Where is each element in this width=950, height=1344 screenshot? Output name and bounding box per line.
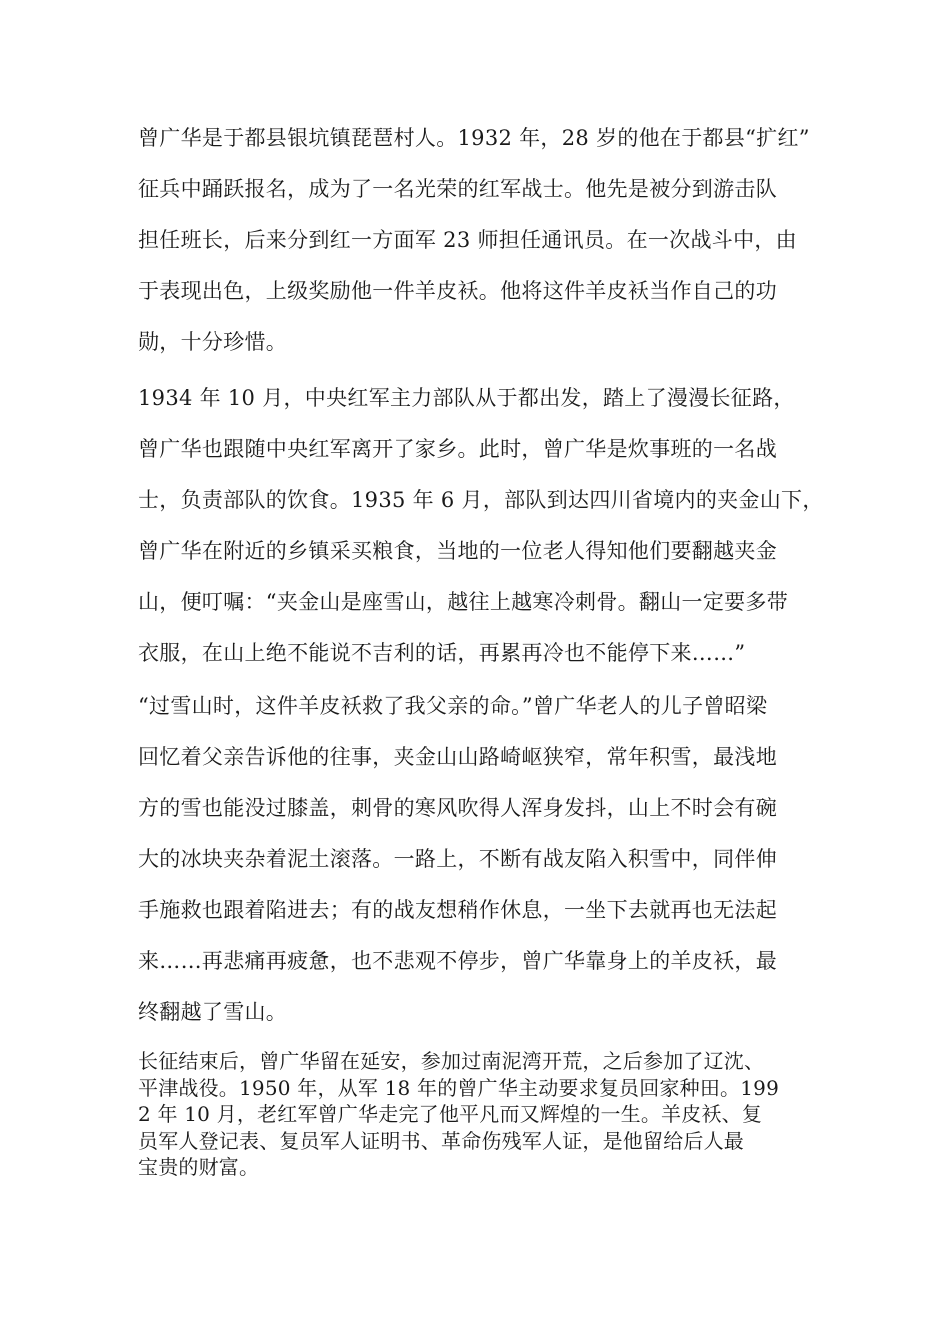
text-line: 方的雪也能没过膝盖，刺骨的寒风吹得人浑身发抖，山上不时会有碗 xyxy=(138,796,777,820)
text-line: 士，负责部队的饮食。1935 年 6 月，部队到达四川省境内的夹金山下， xyxy=(138,488,824,512)
paragraph-4 xyxy=(138,1048,818,1181)
text-line: 征兵中踊跃报名，成为了一名光荣的红军战士。他先是被分到游击队 xyxy=(138,177,777,201)
paragraph-1 xyxy=(138,113,818,368)
text-line: 平津战役。1950 年，从军 18 年的曾广华主动要求复员回家种田。199 xyxy=(138,1075,779,1100)
paragraph-2 xyxy=(138,373,824,679)
text-line: 担任班长，后来分到红一方面军 23 师担任通讯员。在一次战斗中，由 xyxy=(138,228,797,252)
text-line: 曾广华也跟随中央红军离开了家乡。此时，曾广华是炊事班的一名战 xyxy=(138,437,777,461)
text-line: 员军人登记表、复员军人证明书、革命伤残军人证，是他留给后人最 xyxy=(138,1128,744,1153)
text-line: 曾广华在附近的乡镇采买粮食，当地的一位老人得知他们要翻越夹金 xyxy=(138,539,777,563)
text-line: 曾广华是于都县银坑镇琵琶村人。1932 年，28 岁的他在于都县“扩红” xyxy=(138,126,810,150)
text-line: 勋，十分珍惜。 xyxy=(138,330,288,354)
text-line: “过雪山时，这件羊皮袄救了我父亲的命。”曾广华老人的儿子曾昭梁 xyxy=(138,694,768,718)
text-line: 山，便叮嘱：“夹金山是座雪山，越往上越寒冷刺骨。翻山一定要多带 xyxy=(138,590,789,614)
text-line: 1934 年 10 月，中央红军主力部队从于都出发，踏上了漫漫长征路， xyxy=(138,386,795,410)
text-line: 衣服，在山上绝不能说不吉利的话，再累再冷也不能停下来……” xyxy=(138,641,746,665)
text-line: 大的冰块夹杂着泥土滚落。一路上，不断有战友陷入积雪中，同伴伸 xyxy=(138,847,777,871)
text-line: 终翻越了雪山。 xyxy=(138,1000,288,1024)
text-line: 回忆着父亲告诉他的往事，夹金山山路崎岖狭窄，常年积雪，最浅地 xyxy=(138,745,777,769)
paragraph-3 xyxy=(138,681,818,1038)
text-line: 来……再悲痛再疲惫，也不悲观不停步，曾广华靠身上的羊皮袄，最 xyxy=(138,949,777,973)
text-line: 于表现出色，上级奖励他一件羊皮袄。他将这件羊皮袄当作自己的功 xyxy=(138,279,777,303)
text-line: 长征结束后，曾广华留在延安，参加过南泥湾开荒，之后参加了辽沈、 xyxy=(138,1049,765,1073)
text-line: 2 年 10 月，老红军曾广华走完了他平凡而又辉煌的一生。羊皮袄、复 xyxy=(138,1102,763,1126)
text-line: 宝贵的财富。 xyxy=(138,1155,260,1179)
text-line: 手施救也跟着陷进去；有的战友想稍作休息，一坐下去就再也无法起 xyxy=(138,898,777,922)
